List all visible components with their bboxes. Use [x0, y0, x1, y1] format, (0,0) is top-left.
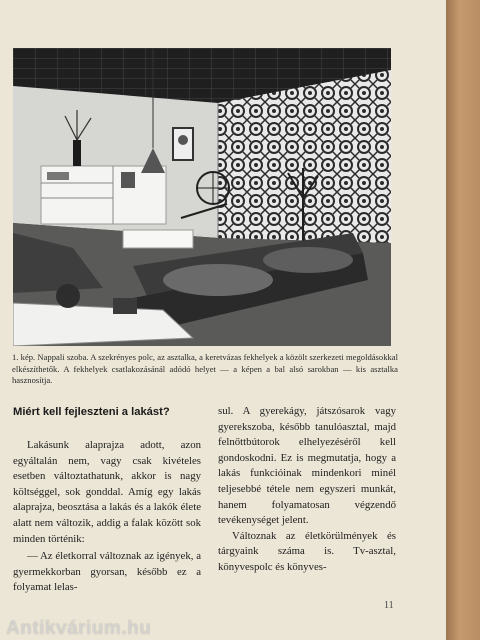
watermark-logo: Antikvárium.hu: [6, 618, 152, 639]
paragraph: Lakásunk alaprajza adott, azon egyáltalán nem, vagy csak kivételes esetben változtathatunk, akkor is nagy költséggel, sok gonddal. Amíg egy lakás alaprajza, beosztása a lakás és a lakók élete alatt nem változik, addig a falak között sok minden történik:: [13, 439, 201, 545]
living-room-photo: [13, 48, 391, 346]
paragraph: Változnak az életkörülmények és tárgyaink száma is. Tv-asztal, könyvespolc és könyves-: [218, 529, 396, 573]
book-spine: [446, 0, 480, 640]
living-room-illustration: [13, 48, 391, 346]
text-column-right: [218, 404, 396, 576]
section-heading: Miért kell fejleszteni a lakást?: [13, 406, 170, 418]
paragraph: sul. A gyerekágy, játszósarok vagy gyerekszoba, később tanulóasztal, majd felnőttbútorok elhelyezéséről kell gondoskodni. Ez is megmutatja, hogy a lakás funkcióinak mindenkori minél teljesebbé tétele nem egyszeri munkát, hanem folyamatosan végzendő tevékenységet jelent.: [218, 405, 396, 527]
photo-caption: 1. kép. Nappali szoba. A szekrényes polc, az asztalka, a keretvázas fekhelyek a közölt szerkezeti megoldásokkal elkészíthetők. A fekhelyek csatlakozásánál adódó helyet — a képen a bal alsó sarokban — kis asztalka hasznosítja.: [12, 352, 398, 385]
text-column-left: [13, 438, 201, 596]
paragraph: — Az életkorral változnak az igények, a gyermekkorban gyorsan, később ez a folyamat lelas-: [13, 550, 201, 594]
page-number: 11: [384, 600, 394, 611]
